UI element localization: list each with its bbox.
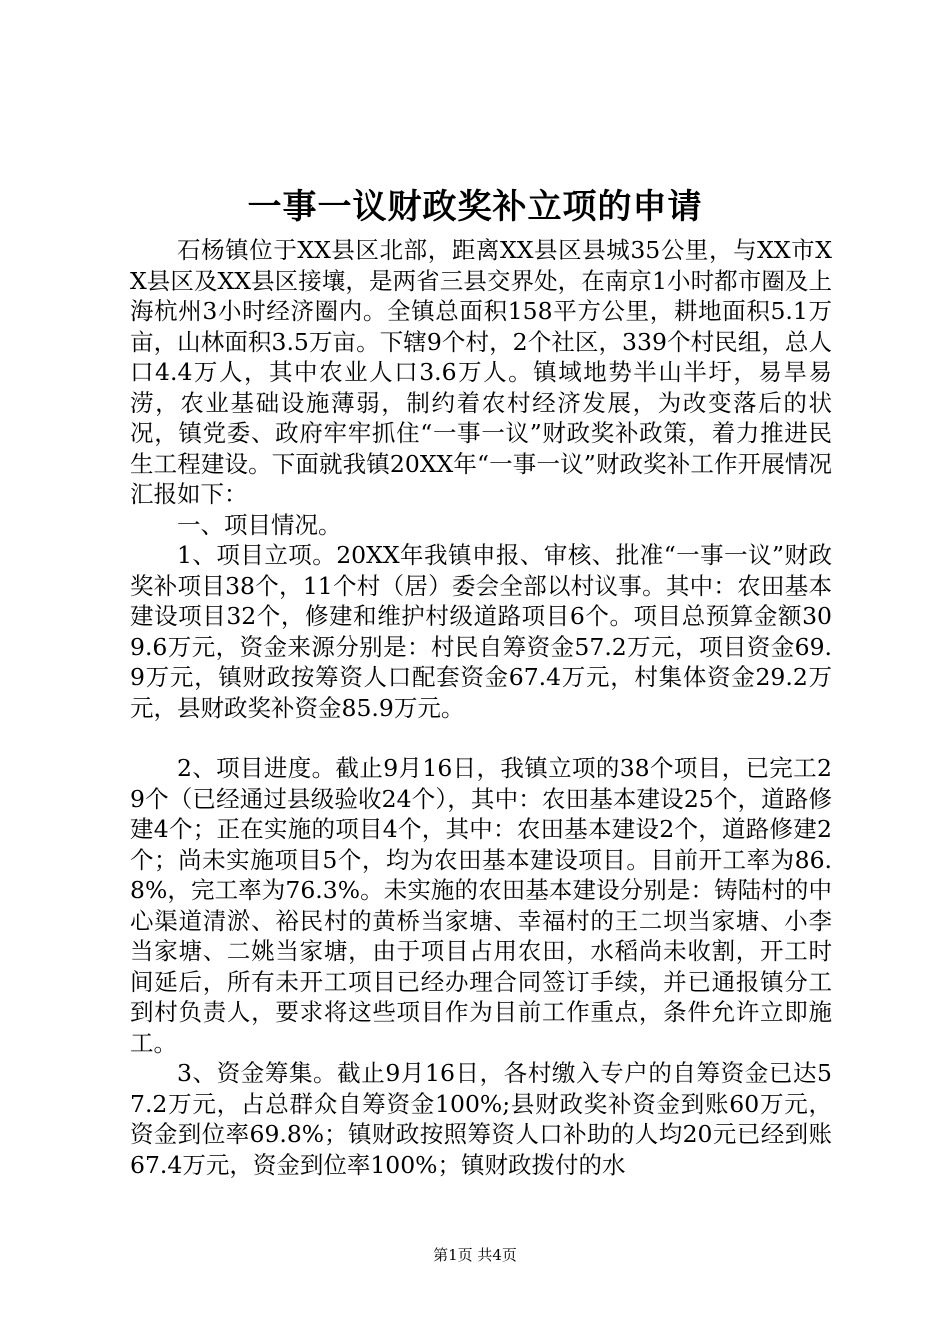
paragraph-project-approval: 1、项目立项。20XX年我镇申报、审核、批准“一事一议”财政奖补项目38个，11个村（居）委会全部以村议事。其中：农田基本建设项目32个，修建和维护村级道路项目6个。项目总预算金额309.6万元，资金来源分别是：村民自筹资金57.2万元，项目资金69.9万元，镇财政按筹资人口配套资金67.4万元，村集体资金29.2万元，县财政奖补资金85.9万元。 <box>130 541 832 722</box>
document-title: 一事一议财政奖补立项的申请 <box>247 187 703 227</box>
paragraph-project-progress: 2、项目进度。截止9月16日，我镇立项的38个项目，已完工29个（已经通过县级验收24个），其中：农田基本建设25个，道路修建4个；正在实施的项目4个，其中：农田基本建设2个，道路修建2个；尚未实施项目5个，均为农田基本建设项目。目前开工率为86.8%，完工率为76.3%。未实施的农田基本建设分别是：铸陆村的中心渠道清淤、裕民村的黄桥当家塘、幸福村的王二坝当家塘、小李当家塘、二姚当家塘，由于项目占用农田，水稻尚未收割，开工时间延后，所有未开工项目已经办理合同签订手续，并已通报镇分工到村负责人，要求将这些项目作为目前工作重点，条件允许立即施工。 <box>130 754 832 1057</box>
document-body <box>130 235 832 1180</box>
paragraph-fund-raising: 3、资金筹集。截止9月16日，各村缴入专户的自筹资金已达57.2万元，占总群众自筹资金100%;县财政奖补资金到账60万元，资金到位率69.8%；镇财政按照筹资人口补助的人均20元已经到账67.4万元，资金到位率100%；镇财政拨付的水 <box>130 1059 832 1179</box>
paragraph-intro: 石杨镇位于XX县区北部，距离XX县区县城35公里，与XX市XX县区及XX县区接壤，是两省三县交界处，在南京1小时都市圈及上海杭州3小时经济圈内。全镇总面积158平方公里，耕地面积5.1万亩，山林面积3.5万亩。下辖9个村，2个社区，339个村民组，总人口4.4万人，其中农业人口3.6万人。镇域地势半山半圩，易旱易涝，农业基础设施薄弱，制约着农村经济发展，为改变落后的状况，镇党委、政府牢牢抓住“一事一议”财政奖补政策，着力推进民生工程建设。下面就我镇20XX年“一事一议”财政奖补工作开展情况汇报如下： <box>130 236 832 508</box>
page-footer: 第1页 共4页 <box>433 1246 517 1264</box>
section-heading-project-status: 一、项目情况。 <box>177 510 342 539</box>
